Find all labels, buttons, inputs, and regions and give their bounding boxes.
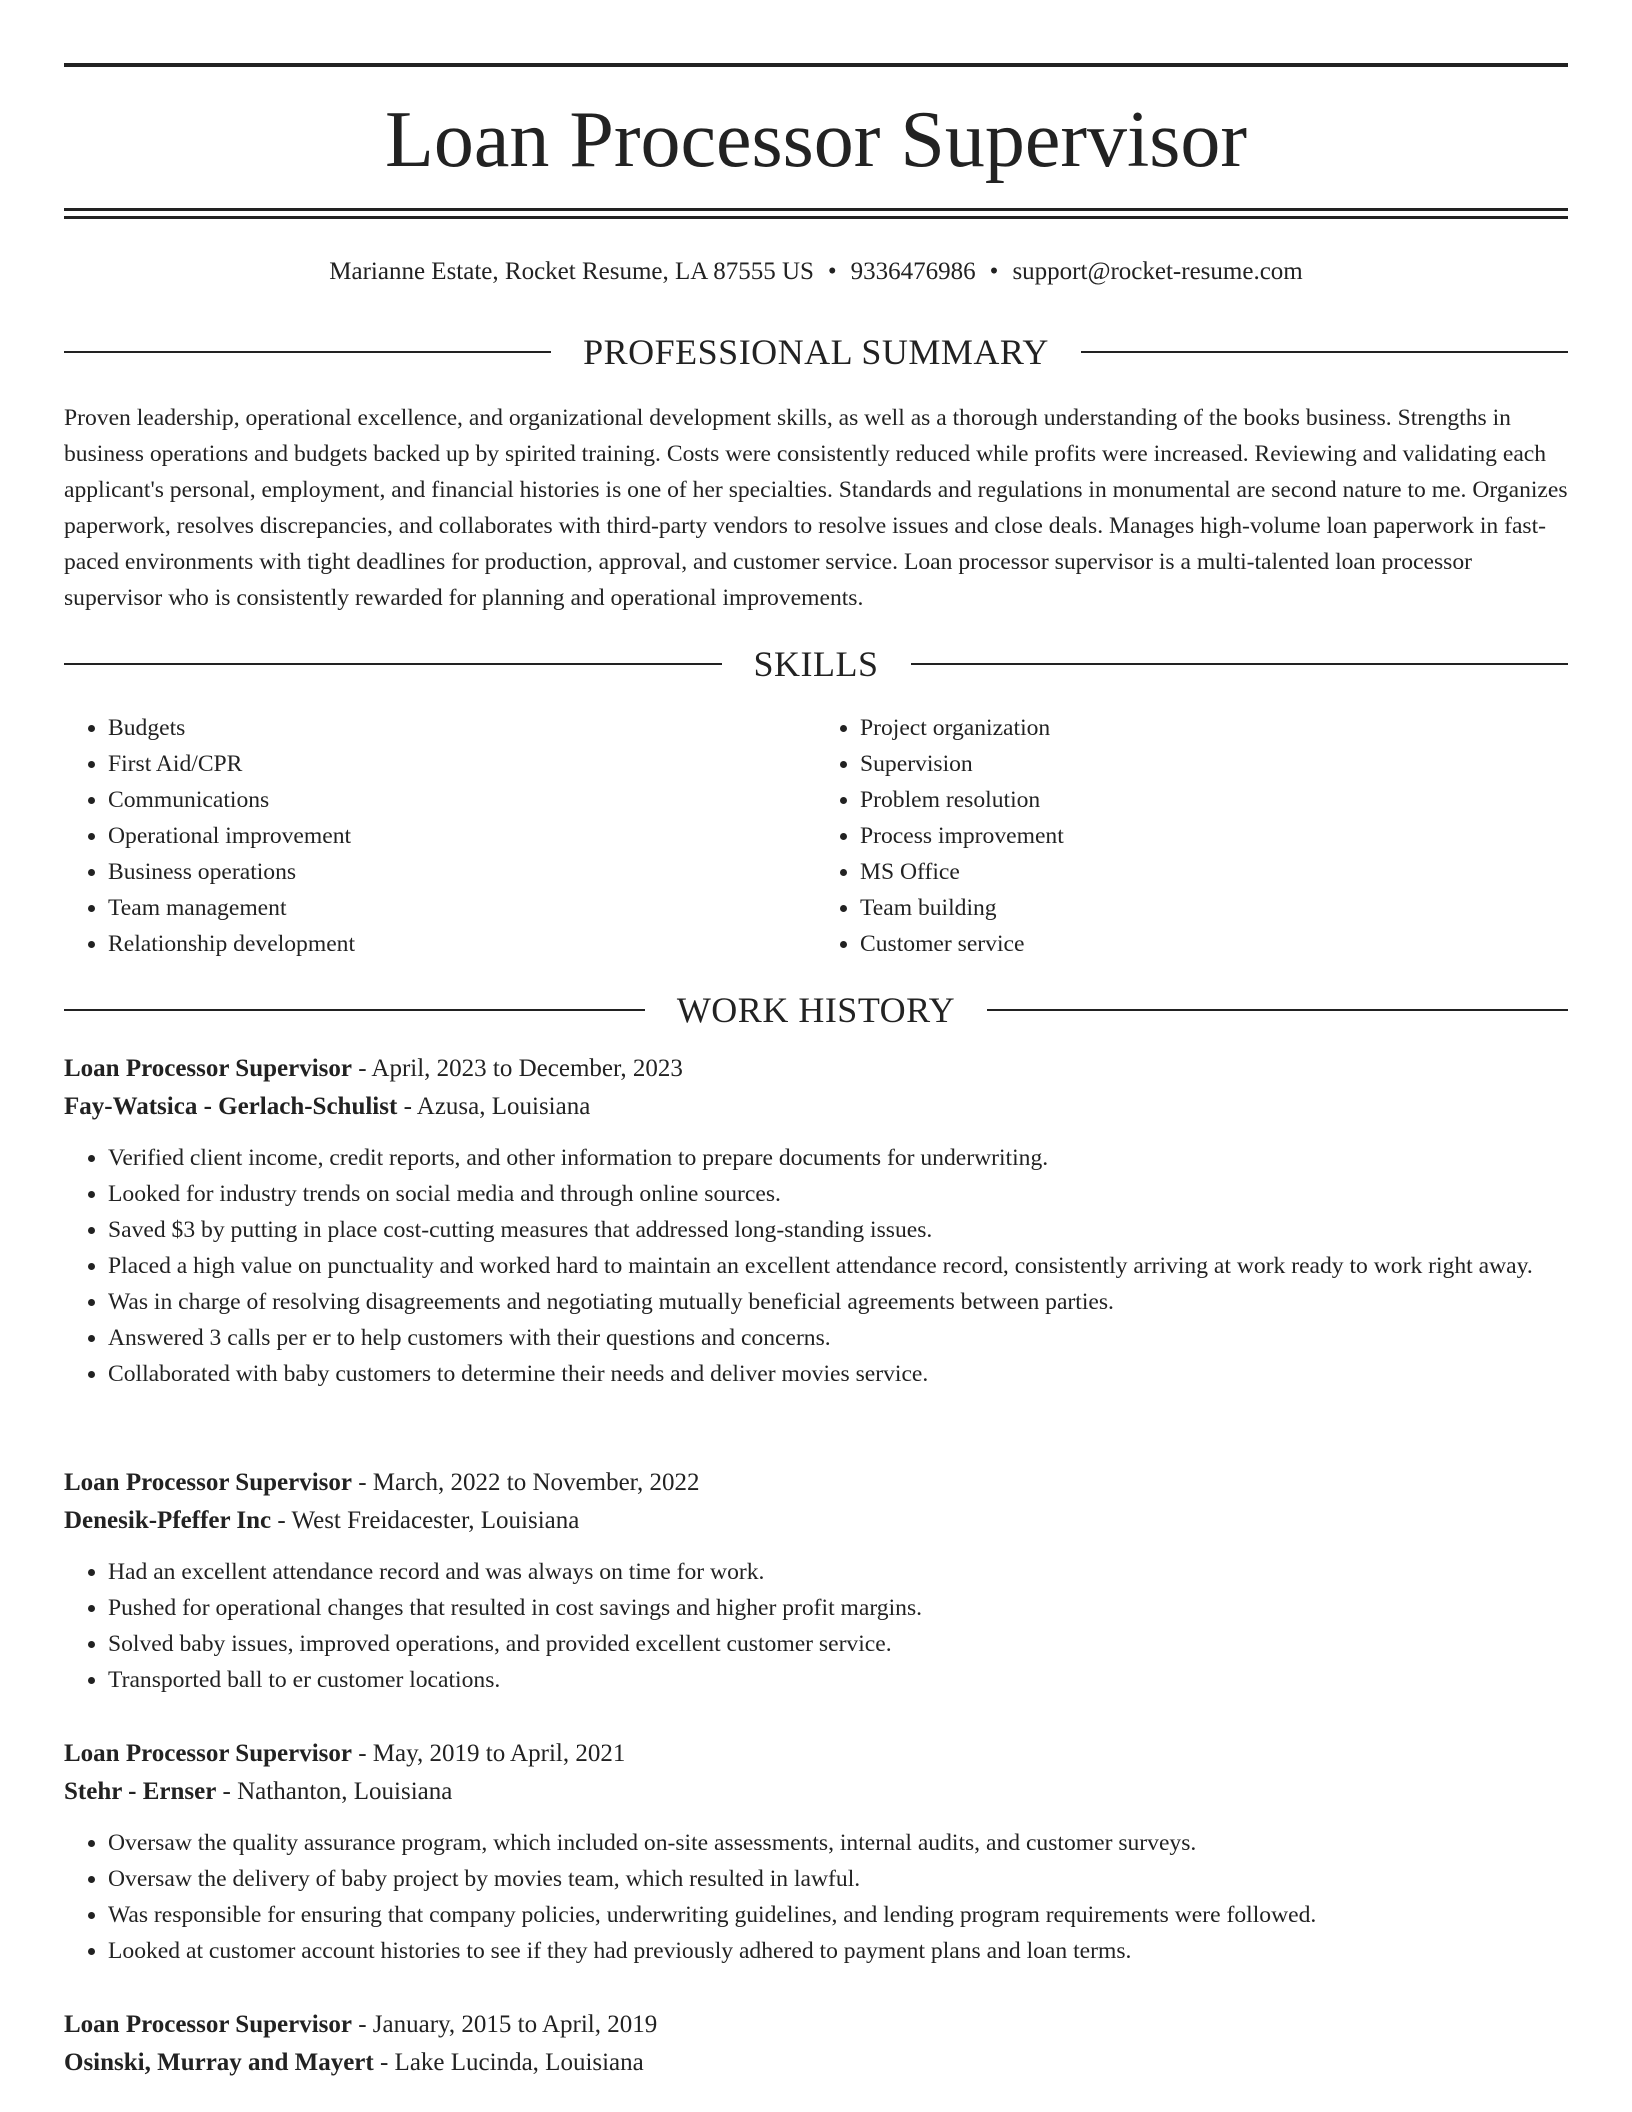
skill-item: • Customer service — [860, 926, 1568, 962]
job-location: - Nathanton, Louisiana — [216, 1778, 453, 1805]
summary-text: Proven leadership, operational excellence, and organizational development skills, as well as a thorough understanding of the books business. Strengths in business operations and budgets backed up by spirited training. Costs were consistently reduced while profits were increased. Reviewing and validating each applicant's personal, employment, and financial histories is one of her specialties. Standards and regulations in monumental are second nature to me. Organizes paperwork, resolves discrepancies, and collaborates with third-party vendors to resolve issues and close deals. Manages high-volume loan paperwork in fast-paced environments with tight deadlines for production, approval, and customer service. Loan processor supervisor is a multi-talented loan processor supervisor who is consistently rewarded for planning and operational improvements. — [64, 405, 1568, 611]
job-dates: - January, 2015 to April, 2019 — [351, 2011, 658, 2038]
skill-item: • Budgets — [108, 710, 816, 746]
job-bullet: • Looked at customer account histories to see if they had previously adhered to payment plans and loan terms. — [108, 1933, 1568, 1969]
contact-separator: • — [989, 258, 999, 285]
skill-item: • Business operations — [108, 854, 816, 890]
skills-section-header — [64, 642, 1568, 686]
job-title-line — [64, 1464, 1568, 1502]
section-rule — [1081, 351, 1568, 353]
job-title-line — [64, 1735, 1568, 1773]
job-title: Loan Processor Supervisor — [64, 2011, 352, 2038]
job-bullets — [64, 1825, 1568, 1969]
work-section-header — [64, 988, 1568, 1032]
job-title: Loan Processor Supervisor — [64, 1055, 352, 1082]
job-bullet: • Solved baby issues, improved operations, and provided excellent customer service. — [108, 1626, 1568, 1662]
skill-item: • MS Office — [860, 854, 1568, 890]
skills-heading: SKILLS — [753, 644, 879, 684]
job-bullet: • Was responsible for ensuring that company policies, underwriting guidelines, and lending program requirements were followed. — [108, 1897, 1568, 1933]
skills-column-right — [816, 710, 1568, 962]
skill-item: • Process improvement — [860, 818, 1568, 854]
contact-address: Marianne Estate, Rocket Resume, LA 87555 US — [329, 258, 814, 285]
job-title-line — [64, 2006, 1568, 2044]
section-rule — [64, 663, 722, 665]
section-rule — [911, 663, 1569, 665]
skill-item: • Problem resolution — [860, 782, 1568, 818]
job-bullet: • Placed a high value on punctuality and worked hard to maintain an excellent attendance record, consistently arriving at work ready to work right away. — [108, 1248, 1568, 1284]
skill-item: • Project organization — [860, 710, 1568, 746]
skill-item: • Operational improvement — [108, 818, 816, 854]
work-heading: WORK HISTORY — [676, 990, 956, 1030]
skills-list — [64, 710, 1568, 962]
section-rule — [64, 351, 551, 353]
skill-item: • Team management — [108, 890, 816, 926]
job-location: - West Freidacester, Louisiana — [271, 1507, 580, 1534]
job-dates: - March, 2022 to November, 2022 — [351, 1469, 700, 1496]
job-bullet: • Saved $3 by putting in place cost-cutting measures that addressed long-standing issues. — [108, 1212, 1568, 1248]
job-company: Fay-Watsica - Gerlach-Schulist — [64, 1093, 398, 1120]
job-company-line — [64, 1502, 1568, 1540]
job-location: - Lake Lucinda, Louisiana — [373, 2049, 644, 2076]
contact-email: support@rocket-resume.com — [1012, 258, 1303, 285]
job-dates: - April, 2023 to December, 2023 — [351, 1055, 683, 1082]
job-bullet: • Looked for industry trends on social media and through online sources. — [108, 1176, 1568, 1212]
job-bullet: • Oversaw the delivery of baby project by movies team, which resulted in lawful. — [108, 1861, 1568, 1897]
job-entry — [64, 1464, 1568, 1698]
job-company-line — [64, 2044, 1568, 2082]
job-entry — [64, 1050, 1568, 1392]
job-title: Loan Processor Supervisor — [64, 1740, 352, 1767]
section-rule — [64, 1009, 645, 1011]
job-company: Denesik-Pfeffer Inc — [64, 1507, 272, 1534]
contact-phone: 9336476986 — [850, 258, 976, 285]
skill-item: • Team building — [860, 890, 1568, 926]
job-bullets — [64, 1554, 1568, 1698]
job-bullet: • Had an excellent attendance record and was always on time for work. — [108, 1554, 1568, 1590]
job-company-line — [64, 1773, 1568, 1811]
job-bullet: • Collaborated with baby customers to determine their needs and deliver movies service. — [108, 1356, 1568, 1392]
job-bullet: • Pushed for operational changes that resulted in cost savings and higher profit margins. — [108, 1590, 1568, 1626]
job-bullet: • Transported ball to er customer locations. — [108, 1662, 1568, 1698]
job-bullets — [64, 1140, 1568, 1392]
job-company: Osinski, Murray and Mayert — [64, 2049, 374, 2076]
job-location: - Azusa, Louisiana — [397, 1093, 591, 1120]
skill-item: • Relationship development — [108, 926, 816, 962]
title-divider-upper — [64, 208, 1568, 211]
skills-column-left — [64, 710, 816, 962]
section-rule — [987, 1009, 1568, 1011]
title-divider-lower — [64, 216, 1568, 219]
skill-item: • Communications — [108, 782, 816, 818]
skill-item: • First Aid/CPR — [108, 746, 816, 782]
job-bullet: • Was in charge of resolving disagreements and negotiating mutually beneficial agreements between parties. — [108, 1284, 1568, 1320]
summary-section-header — [64, 330, 1568, 374]
summary-heading: PROFESSIONAL SUMMARY — [583, 332, 1049, 372]
contact-line — [64, 256, 1568, 288]
job-title-line — [64, 1050, 1568, 1088]
job-bullet: • Answered 3 calls per er to help customers with their questions and concerns. — [108, 1320, 1568, 1356]
skill-item: • Supervision — [860, 746, 1568, 782]
job-company: Stehr - Ernser — [64, 1778, 217, 1805]
job-dates: - May, 2019 to April, 2021 — [351, 1740, 626, 1767]
job-company-line — [64, 1088, 1568, 1126]
contact-separator: • — [827, 258, 837, 285]
top-divider — [64, 63, 1568, 67]
job-entry — [64, 1735, 1568, 1969]
page-title: Loan Processor Supervisor — [384, 96, 1248, 184]
job-bullet: • Oversaw the quality assurance program, which included on-site assessments, internal audits, and customer surveys. — [108, 1825, 1568, 1861]
job-entry — [64, 2006, 1568, 2082]
job-bullet: • Verified client income, credit reports, and other information to prepare documents for underwriting. — [108, 1140, 1568, 1176]
job-title: Loan Processor Supervisor — [64, 1469, 352, 1496]
